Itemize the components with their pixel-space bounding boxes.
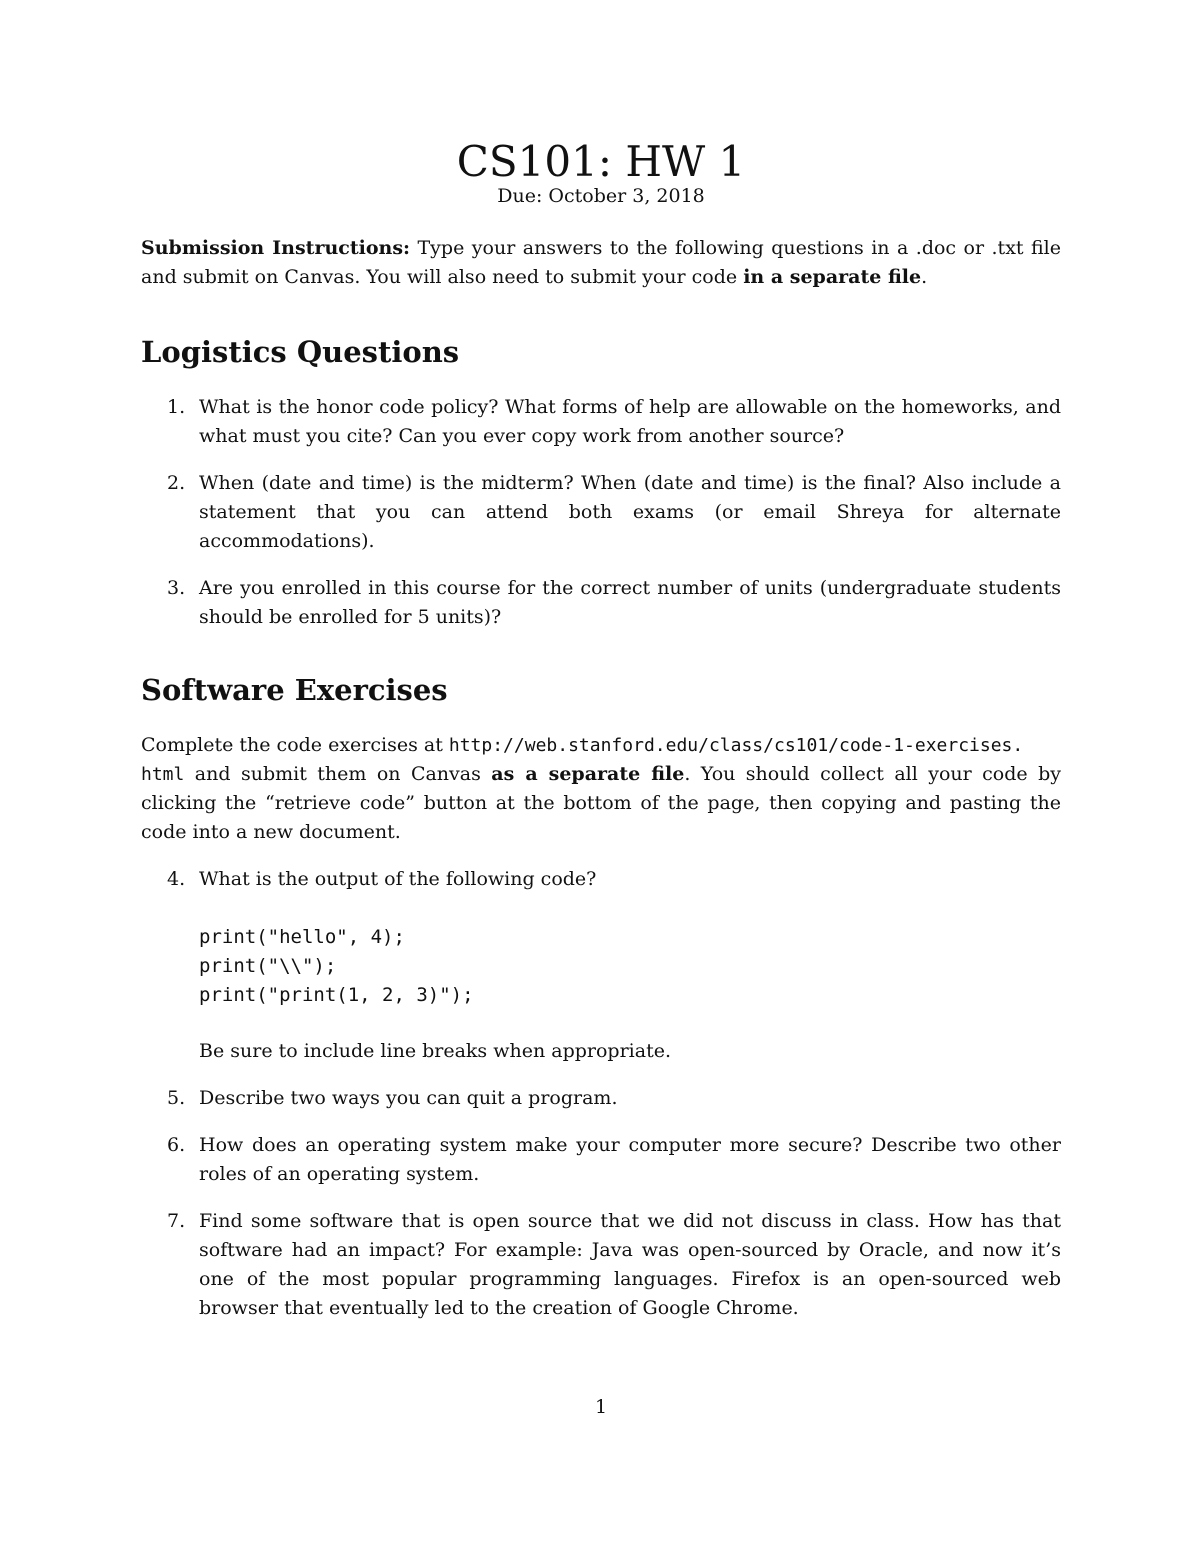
question-number: 4.	[167, 868, 186, 890]
software-intro	[141, 731, 1061, 847]
intro-bold: as a separate file	[491, 763, 685, 785]
submission-label: Submission Instructions:	[141, 237, 411, 259]
code-line: print("\\");	[199, 955, 337, 977]
document-page	[141, 0, 1061, 1553]
question-text: Find some software that is open source that we did not discuss in class. How has that software had an impact? For example: Java was open-sourced by Oracle, and now it’s one of the most popular programming languages. Firefox is an open-sourced web browser that eventually led to the creation of Google Chrome.	[199, 1210, 1061, 1319]
logistics-heading: Logistics Questions	[141, 335, 460, 369]
question-number: 1.	[167, 396, 186, 418]
software-intro-rest	[141, 760, 1061, 847]
question-number: 6.	[167, 1134, 186, 1156]
code-line: print("print(1, 2, 3)");	[199, 984, 474, 1006]
question-note: Be sure to include line breaks when appropriate.	[199, 1040, 671, 1062]
question-text: What is the output of the following code?	[199, 868, 597, 890]
code-line: print("hello", 4);	[199, 926, 405, 948]
document-title: CS101: HW 1	[456, 137, 746, 186]
submission-text-2: .	[921, 266, 928, 288]
question-text: When (date and time) is the midterm? When (date and time) is the final? Also include a statement that you can attend both exams (or email Shreya for alternate accommodations).	[199, 472, 1061, 552]
question-number: 7.	[167, 1210, 186, 1232]
due-date: Due: October 3, 2018	[497, 185, 705, 207]
question-text: How does an operating system make your computer more secure? Describe two other roles of an operating system.	[199, 1134, 1061, 1185]
submission-instructions	[141, 234, 1061, 292]
intro-mid: and submit them on Canvas	[184, 763, 492, 785]
question-text: Describe two ways you can quit a program.	[199, 1087, 618, 1109]
submission-text-1: Type your answers to the following questions in a .doc or .txt file and submit on Canvas. You will also need to submit your code	[141, 237, 1061, 288]
question-text: What is the honor code policy? What forms of help are allowable on the homeworks, and what must you cite? Can you ever copy work from another source?	[199, 396, 1061, 447]
software-heading: Software Exercises	[141, 673, 448, 707]
page-number: 1	[594, 1396, 608, 1418]
question-text: Are you enrolled in this course for the correct number of units (undergraduate students should be enrolled for 5 units)?	[199, 577, 1061, 628]
question-number: 2.	[167, 472, 186, 494]
exercise-url-link[interactable]: http://web.stanford.edu/class/cs101/code-1-exercises.	[448, 735, 1024, 756]
intro-pre: Complete the code exercises at	[141, 734, 449, 756]
intro-post: . You should collect all your code by clicking the “retrieve code” button at the bottom of the page, then copying and pasting the code into a new document.	[141, 763, 1061, 843]
submission-bold: in a separate file	[743, 266, 922, 288]
software-intro-line-1	[141, 731, 1061, 760]
question-number: 3.	[167, 577, 186, 599]
exercise-url-link-cont[interactable]: html	[141, 764, 185, 785]
question-number: 5.	[167, 1087, 186, 1109]
